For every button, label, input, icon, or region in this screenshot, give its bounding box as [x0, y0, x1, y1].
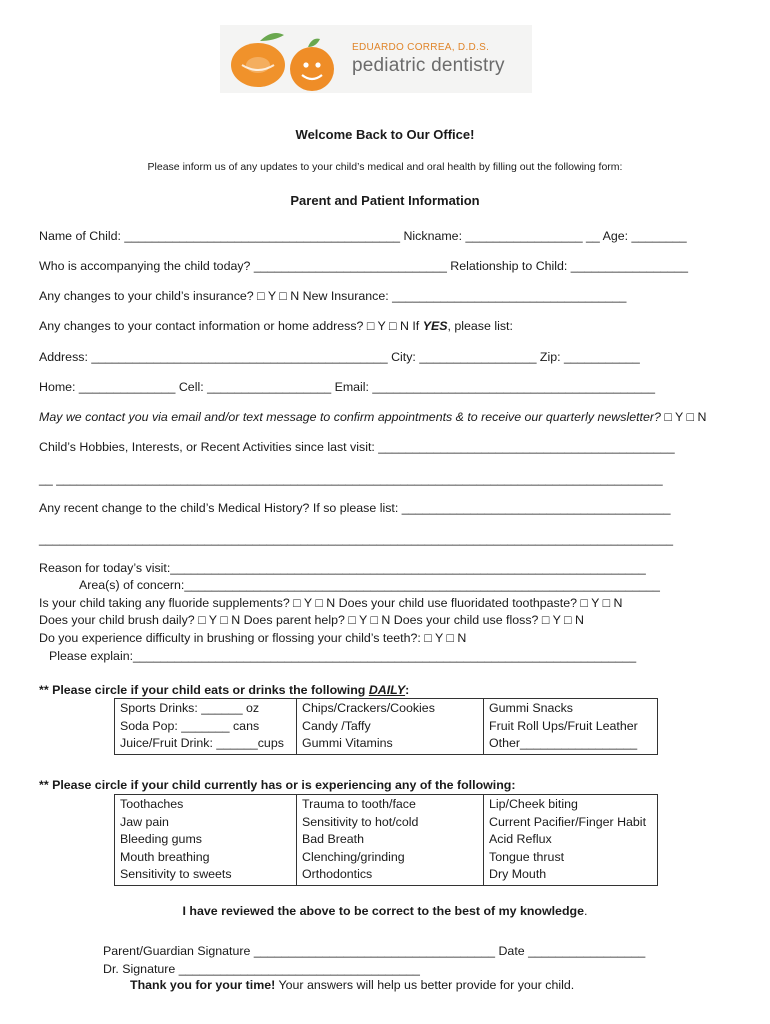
- daily-emphasis: DAILY: [368, 683, 406, 697]
- daily-column-2: [297, 699, 484, 755]
- thank-you-note: [130, 978, 574, 992]
- condition-item[interactable]: Orthodontics: [302, 867, 373, 881]
- phone-email-line[interactable]: Home: ______________ Cell: __________________ Email: _________________________________________: [39, 380, 655, 394]
- orange-mascot-icon: [220, 25, 350, 93]
- thank-you-rest: Your answers will help us better provide for your child.: [275, 978, 575, 992]
- child-name-line[interactable]: Name of Child: ________________________________________ Nickname: _________________ __ Age: ________: [39, 229, 687, 243]
- daily-column-3: [484, 699, 658, 755]
- daily-heading-colon: :: [405, 683, 410, 697]
- condition-item[interactable]: Tongue thrust: [489, 849, 565, 864]
- medical-history-line[interactable]: Any recent change to the child’s Medical History? If so please list: _______________________________________: [39, 501, 671, 515]
- condition-item[interactable]: Trauma to tooth/face: [302, 797, 416, 811]
- section-title: Parent and Patient Information: [290, 193, 480, 208]
- daily-heading: [39, 683, 409, 697]
- conditions-column-3: [484, 795, 658, 886]
- contact-change-line[interactable]: [39, 319, 513, 333]
- conditions-column-2: [297, 795, 484, 886]
- contact-permission-question: May we contact you via email and/or text message to confirm appointments & to receive our quarterly newsletter?: [39, 410, 661, 424]
- daily-item[interactable]: Sports Drinks: ______ oz: [120, 701, 260, 715]
- review-statement-text: I have reviewed the above to be correct to the best of my knowledge: [182, 904, 584, 918]
- areas-of-concern-line[interactable]: Area(s) of concern:_____________________________________________________________________: [79, 578, 660, 592]
- condition-item[interactable]: Mouth breathing: [120, 849, 210, 864]
- daily-column-1: [115, 699, 297, 755]
- daily-item[interactable]: Fruit Roll Ups/Fruit Leather: [489, 718, 638, 733]
- doctor-signature-line[interactable]: Dr. Signature ___________________________________: [103, 962, 420, 976]
- daily-item[interactable]: Gummi Snacks: [489, 701, 573, 715]
- condition-item[interactable]: Bad Breath: [302, 832, 364, 846]
- accompanying-line[interactable]: Who is accompanying the child today? ____________________________ Relationship to Child: _________________: [39, 259, 688, 273]
- review-statement: [0, 904, 770, 918]
- daily-item[interactable]: Candy /Taffy: [302, 718, 371, 733]
- daily-heading-text: ** Please circle if your child eats or drinks the following: [39, 683, 369, 697]
- address-line[interactable]: Address: ___________________________________________ City: _________________ Zip: ___________: [39, 350, 640, 364]
- medical-history-continuation-line[interactable]: ____________________________________________________________________________________________: [39, 532, 673, 546]
- condition-item[interactable]: Current Pacifier/Finger Habit: [489, 814, 647, 829]
- condition-item[interactable]: Dry Mouth: [489, 867, 547, 881]
- conditions-heading: ** Please circle if your child currently has or is experiencing any of the following:: [39, 778, 516, 792]
- contact-permission-choice[interactable]: □ Y □ N: [664, 410, 707, 424]
- thank-you-bold: Thank you for your time!: [130, 978, 276, 992]
- daily-foods-table: [114, 698, 658, 755]
- daily-item[interactable]: Soda Pop: _______ cans: [120, 718, 260, 733]
- condition-item[interactable]: Clenching/grinding: [302, 849, 405, 864]
- daily-item[interactable]: Juice/Fruit Drink: ______cups: [120, 736, 284, 750]
- contact-change-suffix: , please list:: [447, 319, 513, 333]
- hobbies-continuation-line[interactable]: __ ________________________________________________________________________________________: [39, 472, 663, 486]
- logo-doctor-name: EDUARDO CORREA, D.D.S.: [352, 42, 490, 53]
- condition-item[interactable]: Sensitivity to hot/cold: [302, 814, 419, 829]
- contact-change-text: Any changes to your contact information or home address? □ Y □ N If: [39, 319, 423, 333]
- logo-practice-name: pediatric dentistry: [352, 55, 505, 76]
- contact-permission-line[interactable]: [39, 410, 706, 424]
- insurance-line[interactable]: Any changes to your child’s insurance? □ Y □ N New Insurance: __________________________________: [39, 289, 627, 303]
- conditions-column-1: [115, 795, 297, 886]
- condition-item[interactable]: Lip/Cheek biting: [489, 797, 578, 811]
- daily-item[interactable]: Other_________________: [489, 736, 638, 750]
- difficulty-question-line[interactable]: Do you experience difficulty in brushing or flossing your child’s teeth?: □ Y □ N: [39, 631, 467, 645]
- brushing-question-line[interactable]: Does your child brush daily? □ Y □ N Does parent help? □ Y □ N Does your child use floss? □ Y □ N: [39, 613, 584, 627]
- condition-item[interactable]: Jaw pain: [120, 814, 169, 829]
- review-statement-period: .: [583, 904, 588, 918]
- condition-item[interactable]: Bleeding gums: [120, 832, 202, 846]
- hobbies-line[interactable]: Child’s Hobbies, Interests, or Recent Activities since last visit: ___________________________________________: [39, 440, 675, 454]
- page-title: Welcome Back to Our Office!: [295, 127, 475, 142]
- condition-item[interactable]: Acid Reflux: [489, 832, 552, 846]
- explain-line[interactable]: Please explain:_________________________________________________________________________: [49, 649, 637, 663]
- fluoride-question-line[interactable]: Is your child taking any fluoride supplements? □ Y □ N Does your child use fluoridated toothpaste? □ Y □ N: [39, 596, 623, 610]
- parent-signature-line[interactable]: Parent/Guardian Signature ___________________________________ Date _________________: [103, 944, 646, 958]
- practice-logo: [220, 25, 532, 93]
- daily-item[interactable]: Gummi Vitamins: [302, 736, 393, 750]
- condition-item[interactable]: Sensitivity to sweets: [120, 867, 232, 881]
- intro-text: Please inform us of any updates to your child’s medical and oral health by filling out the following form:: [147, 161, 623, 173]
- conditions-table: [114, 794, 658, 886]
- contact-yes-emphasis: YES: [422, 319, 448, 333]
- daily-item[interactable]: Chips/Crackers/Cookies: [302, 701, 435, 715]
- condition-item[interactable]: Toothaches: [120, 797, 184, 811]
- visit-reason-line[interactable]: Reason for today’s visit:_____________________________________________________________________: [39, 561, 646, 575]
